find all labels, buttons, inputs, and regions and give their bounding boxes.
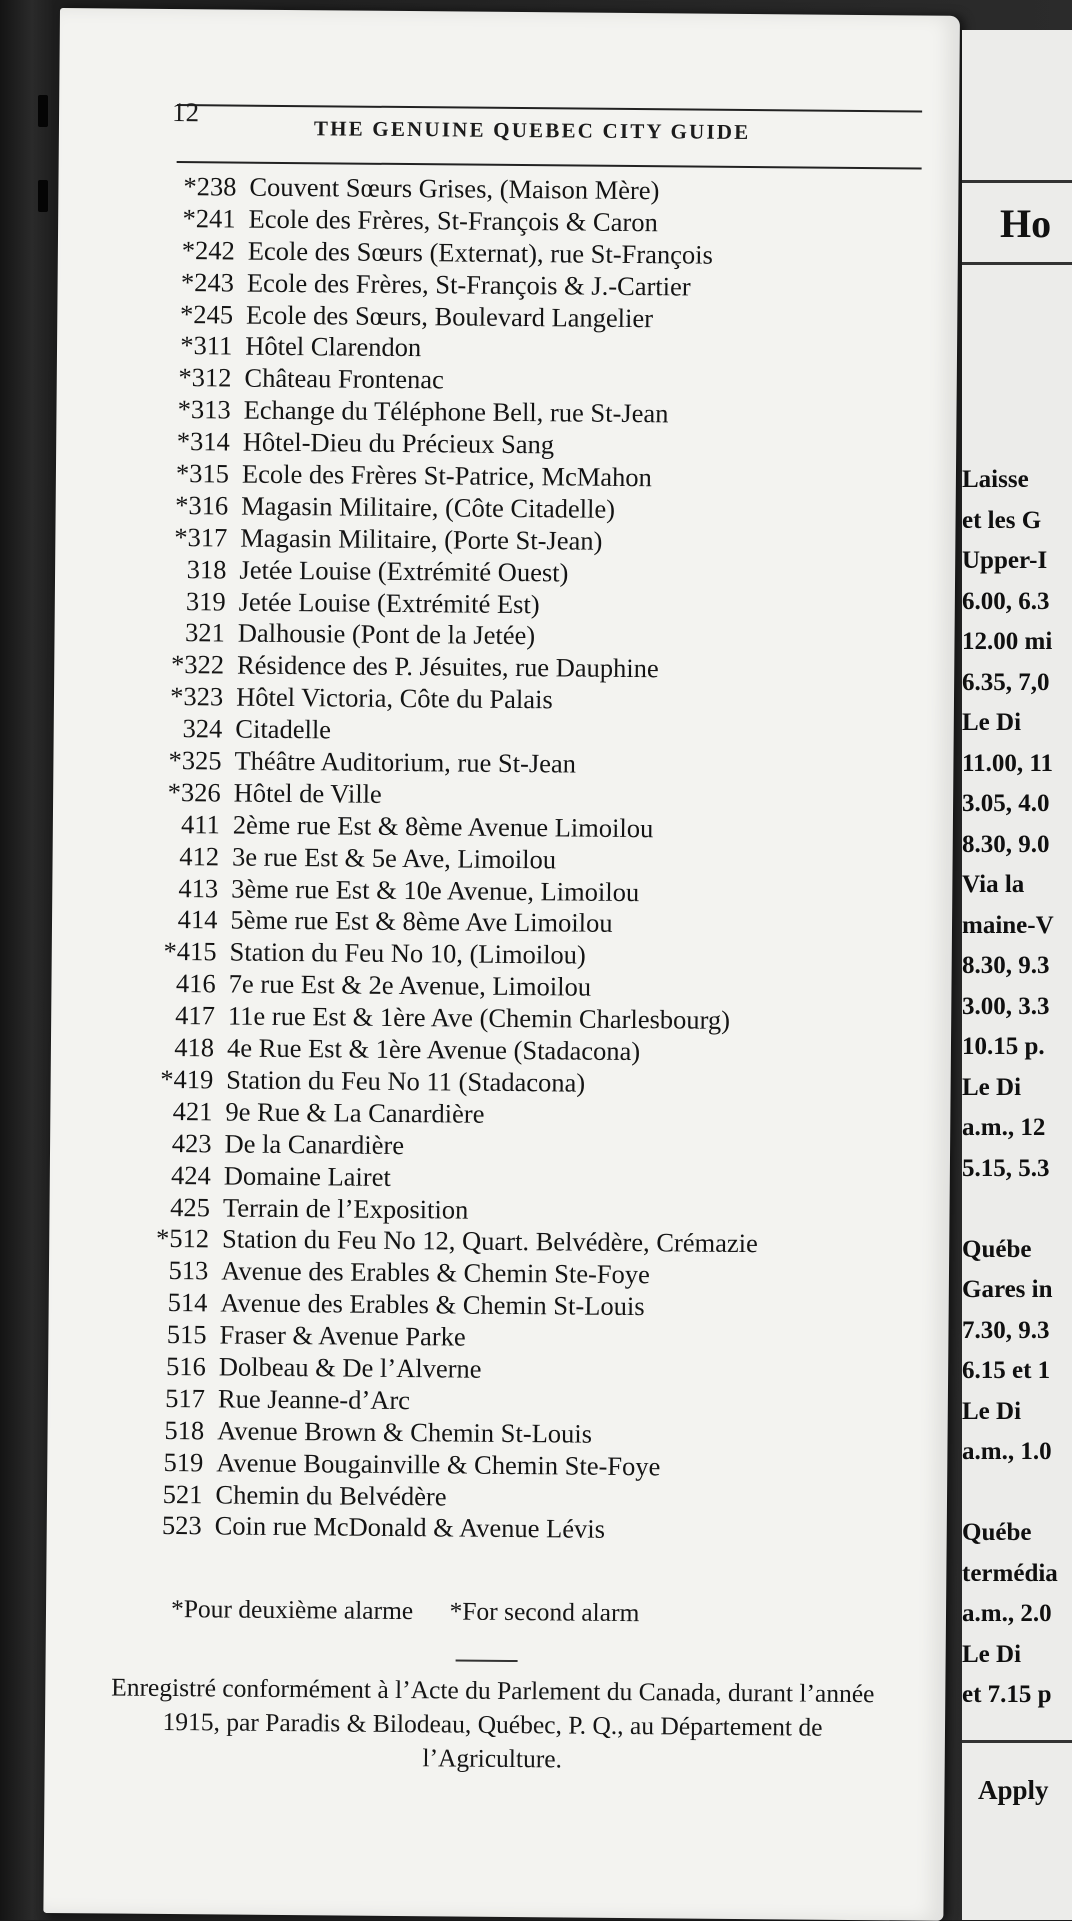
box-number: 516 (165, 1350, 206, 1382)
box-location: Résidence des P. Jésuites, rue Dauphine (236, 649, 659, 684)
header-top-rule (177, 104, 922, 113)
page-number: 12 (171, 96, 200, 128)
adjacent-line: 7.30, 9.3 (962, 1316, 1050, 1344)
box-number: 424 (170, 1159, 211, 1190)
box-number: *415 (163, 936, 217, 967)
box-location: 7e rue Est & 2e Avenue, Limoilou (228, 968, 592, 1002)
box-location: Jetée Louise (Extrémité Est) (238, 586, 540, 619)
adjacent-line (962, 1189, 1058, 1230)
adjacent-line: 6.15 et 1 (962, 1357, 1051, 1384)
box-number: 521 (162, 1478, 203, 1509)
box-location: Magasin Militaire, (Porte St-Jean) (240, 522, 603, 556)
adjacent-bottom-rule (962, 1740, 1072, 1743)
box-number: 318 (186, 553, 227, 585)
box-number: 513 (168, 1255, 209, 1286)
box-location: Station du Feu No 11 (Stadacona) (226, 1064, 586, 1098)
adjacent-line: 3.05, 4.0 (962, 790, 1050, 817)
box-number: 413 (178, 872, 219, 904)
adjacent-line: 5.15, 5.3 (962, 1154, 1050, 1182)
box-location: Château Frontenac (244, 362, 445, 395)
box-number: *419 (160, 1063, 214, 1095)
adjacent-top-rule (962, 180, 1072, 183)
box-location: 3e rue Est & 5e Ave, Limoilou (231, 841, 557, 875)
adjacent-line: Via la (962, 871, 1025, 898)
box-location: 3ème rue Est & 10e Avenue, Limoilou (231, 873, 640, 907)
box-number: 416 (175, 968, 216, 999)
box-location: 2ème rue Est & 8ème Avenue Limoilou (232, 809, 654, 844)
adjacent-line: a.m., 12 (962, 1114, 1046, 1141)
box-location: 9e Rue & La Canardière (225, 1096, 485, 1129)
box-location: Domaine Lairet (223, 1160, 391, 1192)
binding-mark (38, 180, 48, 212)
box-location: Terrain de l’Exposition (222, 1191, 469, 1225)
adjacent-line: a.m., 2.0 (962, 1600, 1052, 1627)
box-number: *241 (182, 202, 236, 234)
adjacent-line: 8.30, 9.3 (962, 952, 1050, 979)
box-number: *316 (175, 489, 229, 521)
box-location: Ecole des Sœurs, Boulevard Langelier (246, 299, 654, 333)
box-location: Ecole des Frères, St-François & J.-Cartier (246, 267, 691, 302)
adjacent-apply-text: Apply (978, 1775, 1049, 1805)
box-number: *322 (170, 649, 225, 680)
box-number: 523 (161, 1510, 202, 1541)
box-number: *314 (176, 426, 230, 457)
box-location: Ecole des Frères, St-François & Caron (248, 203, 658, 238)
adjacent-line (962, 1473, 1058, 1514)
box-location: Dalhousie (Pont de la Jetée) (237, 618, 536, 651)
box-location: Echange du Téléphone Bell, rue St-Jean (243, 394, 669, 429)
box-number: *313 (177, 394, 231, 425)
separator-rule (456, 1660, 518, 1663)
adjacent-line: maine-V (962, 911, 1054, 939)
list-item (114, 1510, 894, 1549)
box-location: Fraser & Avenue Parke (219, 1319, 466, 1352)
adjacent-line: 6.00, 6.3 (962, 587, 1050, 615)
adjacent-line: Québe (962, 1519, 1032, 1546)
adjacent-line: 8.30, 9.0 (962, 830, 1050, 858)
box-number: 414 (177, 904, 218, 935)
adjacent-line: 6.35, 7,0 (962, 668, 1050, 696)
box-location: Théâtre Auditorium, rue St-Jean (234, 745, 577, 779)
adjacent-line: Laisse (962, 466, 1029, 493)
box-location: Ecole des Sœurs (Externat), rue St-François (247, 235, 714, 270)
box-number: 518 (164, 1414, 205, 1446)
box-number: 425 (170, 1191, 211, 1222)
box-location: Avenue Brown & Chemin St-Louis (217, 1415, 593, 1449)
box-number: *512 (155, 1223, 210, 1254)
adjacent-line: Le Di (962, 709, 1022, 736)
adjacent-line: 3.00, 3.3 (962, 992, 1050, 1020)
adjacent-line: et 7.15 p (962, 1681, 1052, 1708)
footnote-fr: *Pour deuxième alarme (170, 1594, 414, 1626)
box-number: 418 (174, 1032, 215, 1063)
guide-page (43, 8, 960, 1921)
copyright-notice: Enregistré conformément à l’Acte du Parlement du Canada, durant l’année 1915, par Paradis & Bilodeau, Québec, P. Q., au Département de l’Agriculture. (111, 1672, 875, 1774)
footnote-en: *For second alarm (449, 1596, 640, 1628)
box-location: Station du Feu No 10, (Limoilou) (229, 936, 586, 970)
binding-mark (38, 95, 48, 127)
box-location: Ecole des Frères St-Patrice, McMahon (241, 458, 653, 493)
adjacent-line: Gares in (962, 1276, 1053, 1303)
box-number: *245 (180, 298, 234, 330)
box-location: Hôtel Clarendon (245, 331, 422, 363)
box-number: 324 (182, 713, 223, 744)
box-number: 517 (165, 1382, 206, 1414)
box-location: Avenue des Erables & Chemin Ste-Foye (221, 1255, 650, 1290)
box-number: *311 (180, 330, 233, 361)
adjacent-line: et les G (962, 506, 1042, 534)
box-location: Hôtel-Dieu du Précieux Sang (242, 426, 555, 460)
adjacent-line: 10.15 p. (962, 1033, 1045, 1060)
adjacent-line: 11.00, 11 (962, 749, 1053, 777)
box-location: Hôtel Victoria, Côte du Palais (236, 681, 553, 715)
box-location: Avenue Bougainville & Chemin Ste-Foye (216, 1447, 661, 1481)
adjacent-line: a.m., 1.0 (962, 1438, 1052, 1465)
box-location: Hôtel de Ville (233, 777, 382, 809)
box-location: Citadelle (235, 713, 332, 745)
box-number: *242 (181, 234, 235, 266)
box-number: *312 (178, 362, 232, 393)
box-number: 319 (185, 585, 226, 617)
box-number: *325 (168, 745, 222, 776)
box-number: 321 (184, 617, 225, 648)
box-location: De la Canardière (224, 1128, 405, 1160)
adjacent-line: Québe (962, 1235, 1032, 1263)
fire-alarm-box-list (127, 171, 919, 1549)
adjacent-line: Le Di (962, 1397, 1022, 1425)
box-location: Chemin du Belvédère (215, 1478, 447, 1511)
adjacent-line: Le Di (962, 1640, 1022, 1668)
box-number: *326 (167, 776, 221, 808)
box-number: 514 (167, 1287, 208, 1318)
box-number: *238 (183, 171, 237, 202)
box-location: Dolbeau & De l’Alverne (218, 1351, 482, 1384)
adjacent-line: 12.00 mi (962, 628, 1053, 655)
adjacent-page (962, 30, 1072, 1920)
running-title: THE GENUINE QUEBEC CITY GUIDE (313, 116, 751, 145)
header-bottom-rule (177, 161, 922, 170)
box-location: 11e rue Est & 1ère Ave (Chemin Charlesbourg) (227, 1000, 731, 1036)
box-location: Rue Jeanne-d’Arc (217, 1383, 411, 1415)
adjacent-line: Upper-I (962, 547, 1048, 574)
adjacent-heading-rule (962, 262, 1072, 265)
box-number: *315 (175, 458, 230, 489)
box-number: 515 (166, 1319, 207, 1350)
box-number: 423 (171, 1127, 212, 1159)
box-location: Avenue des Erables & Chemin St-Louis (220, 1287, 645, 1322)
adjacent-line: Le Di (962, 1073, 1022, 1101)
box-location: Magasin Militaire, (Côte Citadelle) (241, 490, 616, 524)
box-location: Couvent Sœurs Grises, (Maison Mère) (249, 171, 660, 206)
box-location: Coin rue McDonald & Avenue Lévis (214, 1510, 606, 1545)
box-location: Jetée Louise (Extrémité Ouest) (239, 554, 569, 588)
box-number: *317 (174, 521, 228, 553)
box-number: *243 (180, 266, 235, 298)
box-location: Station du Feu No 12, Quart. Belvédère, Crémazie (221, 1223, 758, 1259)
box-number: 411 (180, 808, 221, 840)
box-number: 421 (172, 1095, 213, 1127)
adjacent-line: termédia (962, 1559, 1058, 1587)
adjacent-text-fragments (962, 460, 1058, 1716)
footnote (171, 1594, 871, 1630)
box-number: 412 (179, 840, 220, 872)
box-number: *323 (170, 681, 224, 712)
box-number: 519 (163, 1446, 204, 1477)
box-location: 5ème rue Est & 8ème Ave Limoilou (230, 905, 613, 939)
adjacent-heading: Ho (1000, 201, 1052, 246)
box-number: 417 (175, 1000, 216, 1031)
box-location: 4e Rue Est & 1ère Avenue (Stadacona) (226, 1032, 641, 1067)
